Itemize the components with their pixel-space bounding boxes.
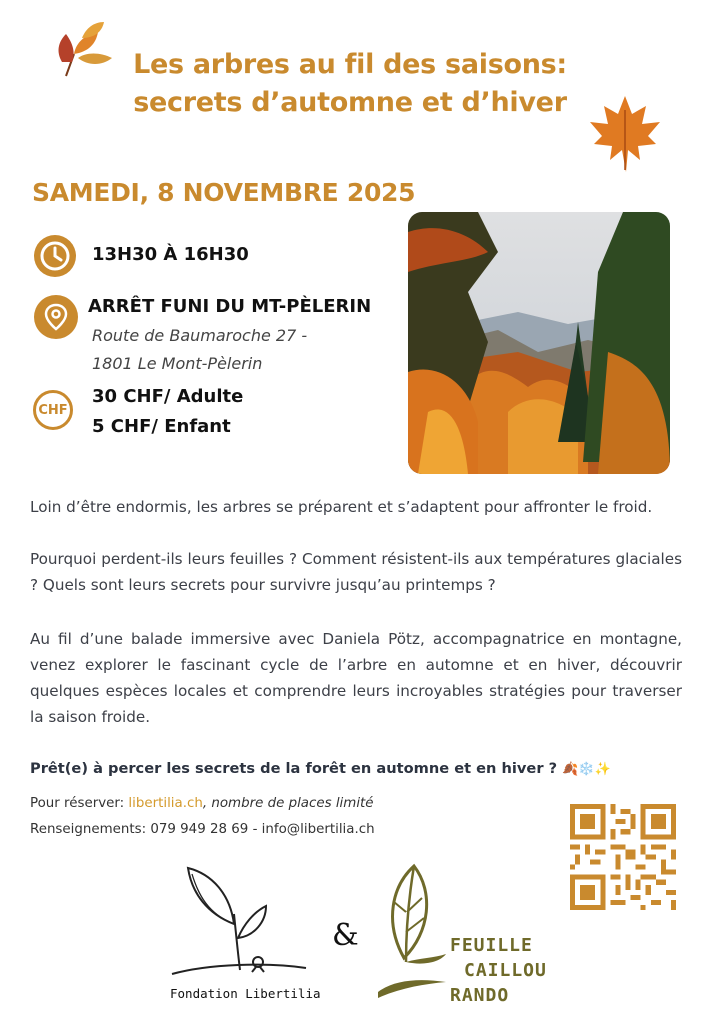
autumn-leaves-icon bbox=[52, 18, 118, 82]
booking-suffix: , nombre de places limité bbox=[202, 796, 374, 811]
address-line-2: 1801 Le Mont-Pèlerin bbox=[92, 354, 263, 373]
cta-text: Prêt(e) à percer les secrets de la forêt en automne et en hiver ? bbox=[30, 760, 558, 777]
partner-name-line-1: FEUILLE bbox=[450, 935, 533, 956]
price-adult: 30 CHF/ Adulte bbox=[92, 386, 244, 407]
chf-icon bbox=[33, 390, 73, 430]
chf-icon-text: CHF bbox=[38, 402, 68, 418]
ampersand: & bbox=[332, 918, 359, 953]
location-pin-icon bbox=[34, 295, 78, 339]
call-to-action bbox=[30, 760, 611, 777]
fondation-libertilia-label: Fondation Libertilia bbox=[170, 986, 321, 1001]
event-time: 13H30 À 16H30 bbox=[92, 244, 249, 265]
description-paragraph-2: Pourquoi perdent-ils leurs feuilles ? Comment résistent-ils aux températures glaciales ? Quels sont leurs secrets pour survivre jusqu’au printemps ? bbox=[30, 550, 682, 594]
booking-link[interactable]: libertilia.ch bbox=[128, 796, 203, 811]
title-line-1: Les arbres au fil des saisons: bbox=[133, 49, 567, 80]
partner-name-line-2: CAILLOU bbox=[464, 960, 547, 981]
description-paragraph-3: Au fil d’une balade immersive avec Daniela Pötz, accompagnatrice en montagne, venez explorer le fascinant cycle de l’arbre en automne et en hiver, découvrir quelques espèces locales et comprendre leurs incroyables stratégies pour traverser la saison froide. bbox=[30, 630, 682, 726]
maple-leaf-icon bbox=[586, 92, 664, 174]
feuille-caillou-rando-logo bbox=[374, 862, 454, 1002]
price-child: 5 CHF/ Enfant bbox=[92, 416, 231, 437]
autumn-forest-photo bbox=[408, 212, 670, 474]
description-paragraph-1: Loin d’être endormis, les arbres se préparent et s’adaptent pour affronter le froid. bbox=[30, 498, 653, 516]
booking-line bbox=[30, 796, 374, 811]
event-date: SAMEDI, 8 NOVEMBRE 2025 bbox=[32, 178, 416, 207]
partner-name-line-3: RANDO bbox=[450, 985, 510, 1006]
page-title bbox=[110, 46, 590, 122]
contact-line: Renseignements: 079 949 28 69 - info@libertilia.ch bbox=[30, 822, 375, 837]
fondation-libertilia-logo bbox=[168, 864, 310, 984]
place-name: ARRÊT FUNI DU MT-PÈLERIN bbox=[88, 296, 372, 317]
address-line-1: Route de Baumaroche 27 - bbox=[92, 326, 308, 345]
cta-emojis: 🍂❄️✨ bbox=[562, 762, 611, 777]
booking-prefix: Pour réserver: bbox=[30, 796, 129, 811]
qr-code[interactable] bbox=[570, 804, 676, 910]
title-line-2: secrets d’automne et d’hiver bbox=[133, 87, 567, 118]
clock-icon bbox=[34, 235, 76, 277]
